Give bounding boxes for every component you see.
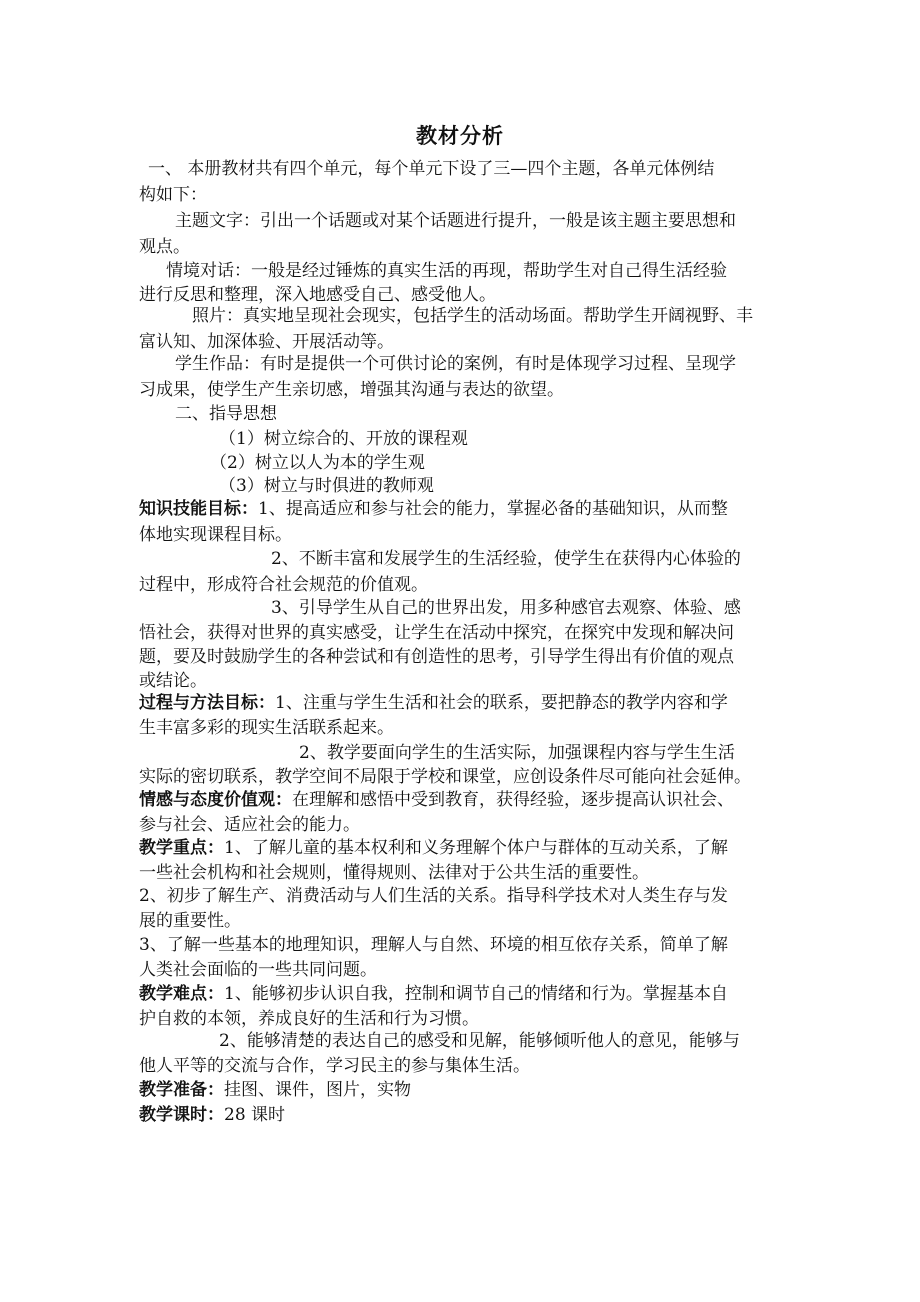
key-point-line-2: 一些社会机构和社会规则，懂得规则、法律对于公共生活的重要性。: [139, 863, 649, 883]
key-point-2-line-2: 展的重要性。: [139, 911, 241, 931]
knowledge-goal-1-text: 1、提高适应和参与社会的能力，掌握必备的基础知识，从而整: [258, 499, 728, 519]
key-point-1-text: 1、了解儿童的基本权利和义务理解个体户与群体的互动关系，了解: [224, 838, 728, 858]
process-goal-2-line-2: 实际的密切联系，教学空间不局限于学校和课堂，应创设条件尽可能向社会延伸。: [139, 767, 751, 787]
difficult-point-line-1: [139, 983, 728, 1005]
emotion-goal-line-1: [139, 789, 734, 811]
key-point-3-line-1: 3、了解一些基本的地理知识，理解人与自然、环境的相互依存关系，简单了解: [139, 935, 728, 955]
teaching-prep-value: 挂图、课件，图片，实物: [224, 1080, 411, 1100]
difficult-point-2-line-2: 他人平等的交流与合作，学习民主的参与集体生活。: [139, 1056, 530, 1076]
difficult-point-line-2: 护自救的本领，养成良好的生活和行为习惯。: [139, 1009, 479, 1029]
key-point-line-1: [139, 837, 728, 859]
knowledge-goal-line-1: [139, 498, 728, 520]
guide-item-1: （1）树立综合的、开放的课程观: [219, 429, 468, 449]
teaching-hours-value: 28 课时: [224, 1105, 286, 1125]
intro-line-2: 构如下：: [139, 185, 207, 205]
process-goal-line-1: [139, 692, 728, 714]
difficult-point-2-line-1: 2、能够清楚的表达自己的感受和见解，能够倾听他人的意见，能够与: [219, 1031, 740, 1051]
key-point-3-line-2: 人类社会面临的一些共同问题。: [139, 960, 377, 980]
guide-item-3: （3）树立与时俱进的教师观: [219, 476, 434, 496]
process-goal-label: 过程与方法目标：: [139, 693, 275, 713]
knowledge-goal-3-line-2: 悟社会，获得对世界的真实感受，让学生在活动中探究，在探究中发现和解决问: [139, 623, 734, 643]
theme-text-line-1: 主题文字：引出一个话题或对某个话题进行提升，一般是该主题主要思想和: [175, 211, 736, 231]
knowledge-goal-3-line-4: 或结论。: [139, 671, 207, 691]
process-goal-line-2: 生丰富多彩的现实生活联系起来。: [139, 718, 394, 738]
photos-line-1: 照片：真实地呈现社会现实，包括学生的活动场面。帮助学生开阔视野、丰: [192, 306, 753, 326]
knowledge-goal-3-line-3: 题，要及时鼓励学生的各种尝试和有创造性的思考，引导学生得出有价值的观点: [139, 647, 734, 667]
guide-item-2: （2）树立以人为本的学生观: [210, 453, 425, 473]
emotion-goal-line-2: 参与社会、适应社会的能力。: [139, 815, 360, 835]
knowledge-goal-line-2: 体地实现课程目标。: [139, 525, 292, 545]
theme-text-line-2: 观点。: [139, 237, 190, 257]
knowledge-goal-3-line-1: 3、引导学生从自己的世界出发，用多种感官去观察、体验、感: [271, 598, 741, 618]
teaching-hours-line: [139, 1104, 285, 1126]
teaching-prep-label: 教学准备：: [139, 1080, 224, 1100]
photos-line-2: 富认知、加深体验、开展活动等。: [139, 332, 394, 352]
difficult-point-1-text: 1、能够初步认识自我，控制和调节自己的情绪和行为。掌握基本自: [224, 984, 728, 1004]
works-line-1: 学生作品：有时是提供一个可供讨论的案例，有时是体现学习过程、呈现学: [175, 354, 736, 374]
knowledge-goal-label: 知识技能目标：: [139, 499, 258, 519]
knowledge-goal-2-line-1: 2、不断丰富和发展学生的生活经验，使学生在获得内心体验的: [271, 549, 741, 569]
emotion-goal-text: 在理解和感悟中受到教育，获得经验，逐步提高认识社会、: [292, 790, 734, 810]
dialogue-line-2: 进行反思和整理，深入地感受自己、感受他人。: [139, 285, 496, 305]
dialogue-line-1: 情境对话：一般是经过锤炼的真实生活的再现，帮助学生对自己得生活经验: [166, 261, 727, 281]
teaching-prep-line: [139, 1079, 411, 1101]
emotion-goal-label: 情感与态度价值观：: [139, 790, 292, 810]
knowledge-goal-2-line-2: 过程中，形成符合社会规范的价值观。: [139, 575, 428, 595]
works-line-2: 习成果，使学生产生亲切感，增强其沟通与表达的欲望。: [139, 380, 564, 400]
difficult-point-label: 教学难点：: [139, 984, 224, 1004]
process-goal-2-line-1: 2、教学要面向学生的生活实际，加强课程内容与学生生活: [299, 743, 735, 763]
page-title: 教材分析: [416, 124, 504, 148]
guide-heading: 二、指导思想: [175, 404, 277, 424]
key-point-label: 教学重点：: [139, 838, 224, 858]
key-point-2-line-1: 2、初步了解生产、消费活动与人们生活的关系。指导科学技术对人类生存与发: [139, 886, 728, 906]
intro-line-1: 一、 本册教材共有四个单元，每个单元下设了三—四个主题，各单元体例结: [148, 159, 715, 179]
process-goal-1-text: 1、注重与学生生活和社会的联系，要把静态的教学内容和学: [275, 693, 728, 713]
teaching-hours-label: 教学课时：: [139, 1105, 224, 1125]
